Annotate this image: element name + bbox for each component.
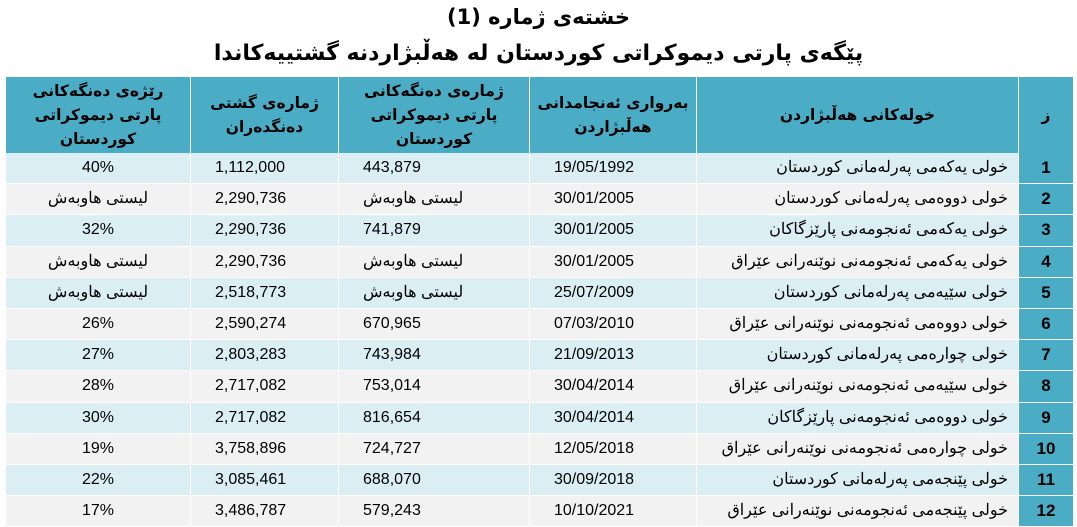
cell-index: 5 (1019, 277, 1074, 308)
cell-date: 19/05/1992 (530, 153, 697, 184)
cell-kdp-share: 17% (6, 496, 191, 527)
cell-total-votes: 2,717,082 (191, 402, 339, 433)
elections-table (5, 77, 1074, 527)
cell-election: خولی دووەمی ئەنجومەنی نوێنەرانی عێراق (697, 308, 1019, 339)
table-row (6, 433, 1074, 464)
cell-kdp-share: 27% (6, 340, 191, 371)
table-header-row (6, 77, 1074, 153)
cell-index: 12 (1019, 496, 1074, 527)
cell-kdp-share: 22% (6, 464, 191, 495)
cell-election: خولی چوارەمی ئەنجومەنی نوێنەرانی عێراق (697, 433, 1019, 464)
cell-index: 10 (1019, 433, 1074, 464)
cell-kdp-votes: 579,243 (339, 496, 530, 527)
cell-total-votes: 2,717,082 (191, 371, 339, 402)
cell-kdp-votes: 741,879 (339, 215, 530, 246)
cell-index: 3 (1019, 215, 1074, 246)
cell-total-votes: 2,803,283 (191, 340, 339, 371)
cell-date: 10/10/2021 (530, 496, 697, 527)
cell-total-votes: 2,290,736 (191, 184, 339, 215)
table-row (6, 277, 1074, 308)
cell-election: خولی یەكەمی ئەنجومەنی نوێنەرانی عێراق (697, 246, 1019, 277)
table-row (6, 371, 1074, 402)
cell-total-votes: 1,112,000 (191, 153, 339, 184)
cell-kdp-votes: 816,654 (339, 402, 530, 433)
table-row (6, 402, 1074, 433)
cell-kdp-share: لیستی هاوبەش (6, 246, 191, 277)
cell-kdp-votes: 724,727 (339, 433, 530, 464)
cell-election: خولی یەكەمی پەرلەمانی كوردستان (697, 153, 1019, 184)
cell-kdp-votes: لیستی هاوبەش (339, 184, 530, 215)
header-kdp-votes: ژمارەی دەنگەكانی پارتی دیموكراتی كوردستان (339, 77, 530, 153)
cell-kdp-votes: 688,070 (339, 464, 530, 495)
cell-date: 30/01/2005 (530, 215, 697, 246)
cell-election: خولی سێیەمی ئەنجومەنی نوێنەرانی عێراق (697, 371, 1019, 402)
table-body (6, 153, 1074, 527)
cell-date: 21/09/2013 (530, 340, 697, 371)
table-title: خشتەی ژمارە (1) (447, 5, 630, 29)
header-date: بەرواری ئەنجامدانی هەڵبژاردن (530, 77, 697, 153)
cell-kdp-votes: 743,984 (339, 340, 530, 371)
cell-index: 11 (1019, 464, 1074, 495)
cell-total-votes: 2,290,736 (191, 215, 339, 246)
cell-total-votes: 3,486,787 (191, 496, 339, 527)
table-row (6, 464, 1074, 495)
cell-total-votes: 2,590,274 (191, 308, 339, 339)
header-election: خولەكانی هەڵبژاردن (697, 77, 1019, 153)
cell-election: خولی یەكەمی ئەنجومەنی پارێزگاكان (697, 215, 1019, 246)
header-index: ز (1019, 77, 1074, 153)
table-row (6, 153, 1074, 184)
cell-total-votes: 3,758,896 (191, 433, 339, 464)
cell-election: خولی دووەمی ئەنجومەنی پارێزگاكان (697, 402, 1019, 433)
table-subtitle: پێگەی پارتی دیموكراتی كوردستان لە هەڵبژاردنە گشتییەكاندا (213, 41, 864, 66)
cell-date: 30/01/2005 (530, 246, 697, 277)
table-caption (0, 0, 1077, 76)
cell-election: خولی پێنجەمی ئەنجومەنی نوێنەرانی عێراق (697, 496, 1019, 527)
cell-election: خولی چوارەمی پەرلەمانی كوردستان (697, 340, 1019, 371)
cell-kdp-share: 32% (6, 215, 191, 246)
cell-date: 25/07/2009 (530, 277, 697, 308)
cell-kdp-votes: 753,014 (339, 371, 530, 402)
table-row (6, 184, 1074, 215)
cell-index: 6 (1019, 308, 1074, 339)
table-row (6, 308, 1074, 339)
cell-date: 07/03/2010 (530, 308, 697, 339)
cell-kdp-votes: 443,879 (339, 153, 530, 184)
cell-total-votes: 2,518,773 (191, 277, 339, 308)
table-row (6, 340, 1074, 371)
cell-kdp-share: 40% (6, 153, 191, 184)
cell-kdp-share: لیستی هاوبەش (6, 184, 191, 215)
cell-date: 30/04/2014 (530, 371, 697, 402)
cell-kdp-share: لیستی هاوبەش (6, 277, 191, 308)
table-row (6, 215, 1074, 246)
cell-date: 30/01/2005 (530, 184, 697, 215)
cell-total-votes: 2,290,736 (191, 246, 339, 277)
header-kdp-share: رێژەی دەنگەكانی پارتی دیموكراتی كوردستان (6, 77, 191, 153)
cell-kdp-votes: 670,965 (339, 308, 530, 339)
cell-kdp-share: 19% (6, 433, 191, 464)
cell-date: 30/09/2018 (530, 464, 697, 495)
cell-index: 2 (1019, 184, 1074, 215)
cell-kdp-votes: لیستی هاوبەش (339, 277, 530, 308)
cell-election: خولی پێنجەمی پەرلەمانی كوردستان (697, 464, 1019, 495)
cell-total-votes: 3,085,461 (191, 464, 339, 495)
cell-kdp-votes: لیستی هاوبەش (339, 246, 530, 277)
table-row (6, 496, 1074, 527)
header-total-votes: ژمارەی گشتی دەنگدەران (191, 77, 339, 153)
cell-election: خولی سێیەمی پەرلەمانی كوردستان (697, 277, 1019, 308)
cell-kdp-share: 28% (6, 371, 191, 402)
cell-kdp-share: 26% (6, 308, 191, 339)
cell-index: 4 (1019, 246, 1074, 277)
cell-index: 8 (1019, 371, 1074, 402)
cell-date: 30/04/2014 (530, 402, 697, 433)
cell-date: 12/05/2018 (530, 433, 697, 464)
table-row (6, 246, 1074, 277)
cell-index: 1 (1019, 153, 1074, 184)
cell-election: خولی دووەمی پەرلەمانی كوردستان (697, 184, 1019, 215)
cell-kdp-share: 30% (6, 402, 191, 433)
cell-index: 7 (1019, 340, 1074, 371)
cell-index: 9 (1019, 402, 1074, 433)
